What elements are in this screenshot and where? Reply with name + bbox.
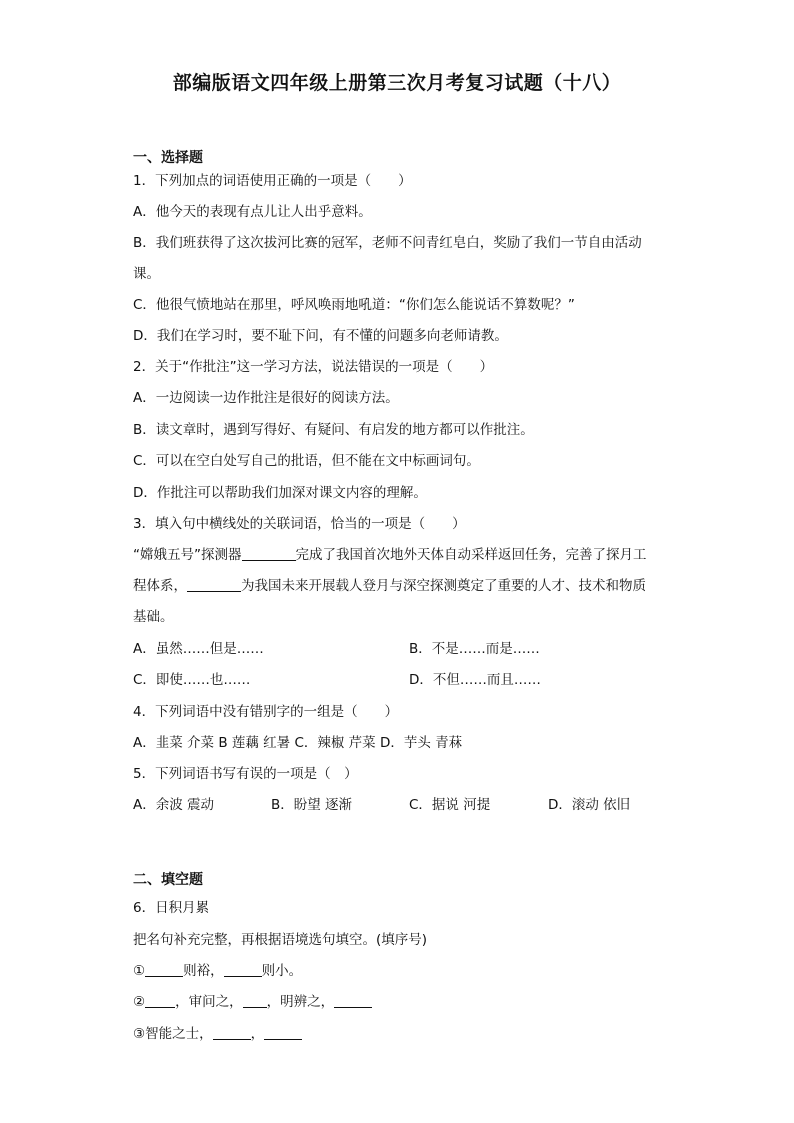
q4-stem: 4．下列词语中没有错别字的一组是（ ） (133, 704, 399, 720)
q2-stem: 2．关于“作批注”这一学习方法，说法错误的一项是（ ） (133, 359, 494, 375)
q6-text: ，审问之， (175, 994, 243, 1010)
q3-passage-line1 (133, 546, 647, 564)
q6-instruction: 把名句补充完整，再根据语境选句填空。(填序号) (133, 932, 428, 948)
q5-option-a: A．余波 震动 (133, 797, 215, 813)
q3-option-b: B．不是……而是…… (409, 641, 540, 657)
answer-blank (334, 993, 372, 1008)
q6-text: 则小。 (261, 963, 303, 979)
answer-blank (224, 962, 262, 977)
q2-option-b: B．读文章时，遇到写得好、有疑问、有启发的地方都可以作批注。 (133, 422, 534, 438)
q6-text: 则裕， (183, 963, 224, 979)
answer-blank (243, 993, 267, 1008)
q6-text: ，明辨之， (266, 994, 335, 1010)
q6-text: ， (250, 1026, 265, 1042)
q6-text: ① (133, 963, 146, 979)
q1-option-b-line1: B．我们班获得了这次拔河比赛的冠军，老师不问青红皂白，奖励了我们一节自由活动 (133, 235, 642, 251)
q6-line2 (133, 993, 372, 1011)
page-title: 部编版语文四年级上册第三次月考复习试题（十八） (172, 72, 622, 94)
q6-stem: 6．日积月累 (133, 900, 210, 916)
q3-stem: 3．填入句中横线处的关联词语，恰当的一项是（ ） (133, 516, 466, 532)
q6-line3 (133, 1025, 302, 1043)
q3-option-a: A．虽然……但是…… (133, 641, 264, 657)
answer-blank (213, 1025, 251, 1040)
q5-option-c: C．据说 河提 (409, 797, 491, 813)
q3-passage-line3: 基础。 (133, 609, 174, 625)
q4-options: A．韭菜 介菜 B 莲藕 红暑 C．辣椒 芹菜 D．芋头 青菻 (133, 735, 463, 751)
q2-option-c: C．可以在空白处写自己的批语，但不能在文中标画词句。 (133, 453, 480, 469)
q1-option-d: D．我们在学习时，要不耻下问，有不懂的问题多向老师请教。 (133, 328, 508, 344)
q6-text: ② (133, 994, 146, 1010)
q3-passage-text: “嫦娥五号”探测器 (133, 547, 242, 563)
q3-passage-text: 程体系， (133, 578, 187, 594)
answer-blank (242, 546, 296, 561)
answer-blank (145, 962, 183, 977)
q6-text: ③智能之士， (133, 1026, 213, 1042)
section-heading-fill: 二、填空题 (133, 872, 203, 888)
q3-passage-text: 为我国未来开展载人登月与深空探测奠定了重要的人才、技术和物质 (241, 578, 646, 594)
q5-option-b: B．盼望 逐渐 (271, 797, 353, 813)
q1-stem: 1．下列加点的词语使用正确的一项是（ ） (133, 173, 412, 189)
answer-blank (264, 1025, 302, 1040)
q1-option-a: A．他今天的表现有点儿让人出乎意料。 (133, 204, 372, 220)
q1-option-c: C．他很气愤地站在那里，呼风唤雨地吼道：“你们怎么能说话不算数呢？” (133, 297, 575, 313)
q1-option-b-line2: 课。 (133, 266, 160, 282)
q3-option-c: C．即使……也…… (133, 672, 251, 688)
section-heading-choice: 一、选择题 (133, 150, 203, 166)
q2-option-a: A．一边阅读一边作批注是很好的阅读方法。 (133, 390, 399, 406)
q5-option-d: D．滚动 依旧 (548, 797, 631, 813)
q3-passage-text: 完成了我国首次地外天体自动采样返回任务，完善了探月工 (295, 547, 647, 563)
q2-option-d: D．作批注可以帮助我们加深对课文内容的理解。 (133, 485, 427, 501)
answer-blank (187, 577, 241, 592)
q3-option-d: D．不但……而且…… (409, 672, 541, 688)
q6-line1 (133, 962, 302, 980)
q3-passage-line2 (133, 577, 646, 595)
answer-blank (145, 993, 175, 1008)
q5-stem: 5．下列词语书写有误的一项是（ ） (133, 766, 358, 782)
